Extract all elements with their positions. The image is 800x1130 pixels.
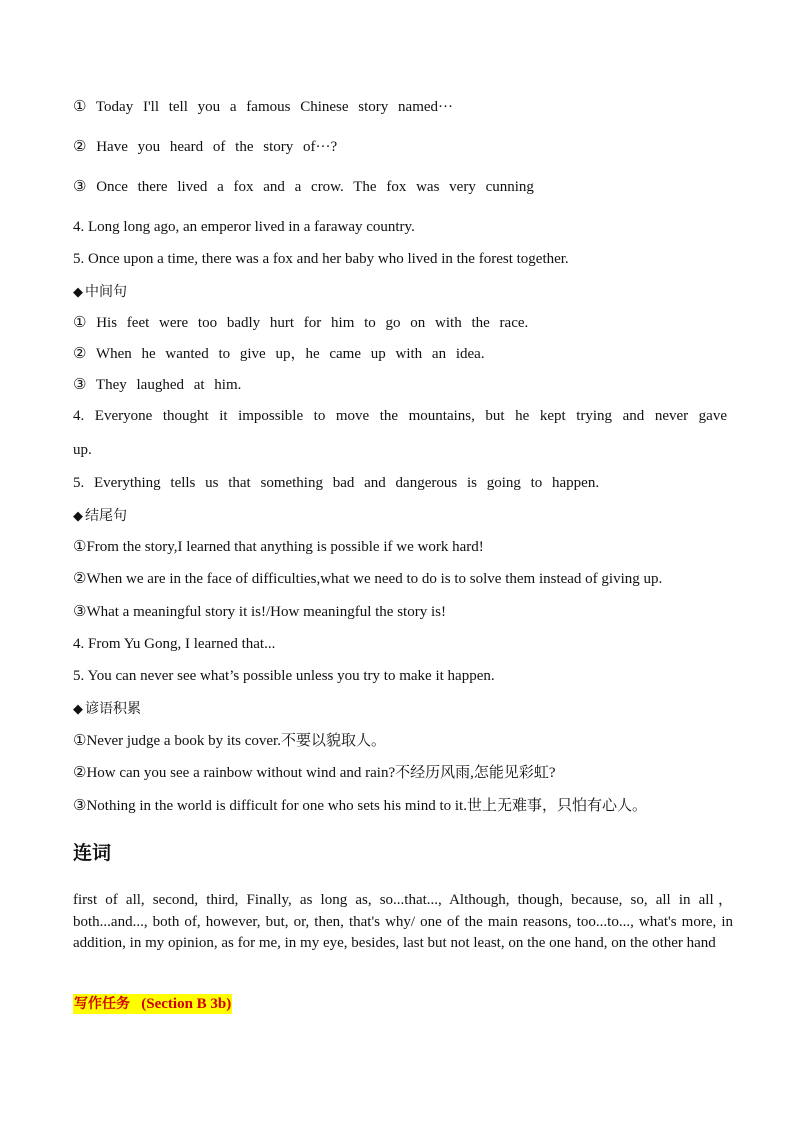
connectives-title: 连词 — [73, 842, 112, 864]
writing-task-label-cn: 写作任务 — [74, 996, 130, 1012]
middle-line-3: ③ They laughed at him. — [73, 377, 242, 393]
diamond-bullet-icon: ◆ — [73, 285, 83, 300]
proverbs-heading — [73, 699, 141, 720]
connectives-paragraph: first of all, second, third, Finally, as long as, so...that..., Although, though, because, so, all in all，both...and..., both of, however, but, or, then, that's why/ one of the main reasons, too...to..., what's more, in addition, in my opinion, as for me, in my eye, besides, last but not least, on the one hand, on the other hand — [73, 892, 733, 951]
ending-line-5: 5. You can never see what’s possible unless you try to make it happen. — [73, 668, 495, 684]
writing-task-label-en: (Section B 3b) — [141, 996, 232, 1012]
opening-line-5: 5. Once upon a time, there was a fox and her baby who lived in the forest together. — [73, 251, 569, 267]
middle-heading-label: 中间句 — [85, 284, 127, 300]
ending-heading-label: 结尾句 — [85, 508, 127, 524]
diamond-bullet-icon: ◆ — [73, 509, 83, 524]
middle-line-4-cont: up. — [73, 442, 92, 458]
opening-line-4: 4. Long long ago, an emperor lived in a faraway country. — [73, 219, 415, 235]
proverb-line-3: ③Nothing in the world is difficult for one who sets his mind to it.世上无难事，只怕有心人。 — [73, 798, 647, 814]
proverbs-heading-label: 谚语积累 — [85, 701, 141, 717]
ending-line-1: ①From the story,I learned that anything is possible if we work hard! — [73, 539, 484, 555]
middle-heading — [73, 282, 127, 303]
ending-line-3: ③What a meaningful story it is!/How meaningful the story is! — [73, 604, 446, 620]
ending-line-4: 4. From Yu Gong, I learned that... — [73, 636, 276, 652]
diamond-bullet-icon: ◆ — [73, 702, 83, 717]
middle-line-4: 4. Everyone thought it impossible to move the mountains, but he kept trying and never gave — [73, 408, 727, 424]
proverb-line-1: ①Never judge a book by its cover.不要以貌取人。 — [73, 733, 386, 749]
ending-line-2: ②When we are in the face of difficulties,what we need to do is to solve them instead of giving up. — [73, 571, 663, 587]
middle-line-5: 5. Everything tells us that something bad and dangerous is going to happen. — [73, 475, 600, 491]
opening-line-1: ① Today I'll tell you a famous Chinese story named··· — [73, 99, 454, 115]
middle-line-1: ① His feet were too badly hurt for him to go on with the race. — [73, 315, 529, 331]
writing-task-label — [73, 994, 232, 1014]
proverb-line-2: ②How can you see a rainbow without wind and rain?不经历风雨,怎能见彩虹? — [73, 765, 556, 781]
ending-heading — [73, 506, 127, 527]
middle-line-2: ② When he wanted to give up，he came up with an idea. — [73, 346, 485, 362]
opening-line-3: ③ Once there lived a fox and a crow. The fox was very cunning — [73, 179, 534, 195]
opening-line-2: ② Have you heard of the story of···? — [73, 139, 338, 155]
